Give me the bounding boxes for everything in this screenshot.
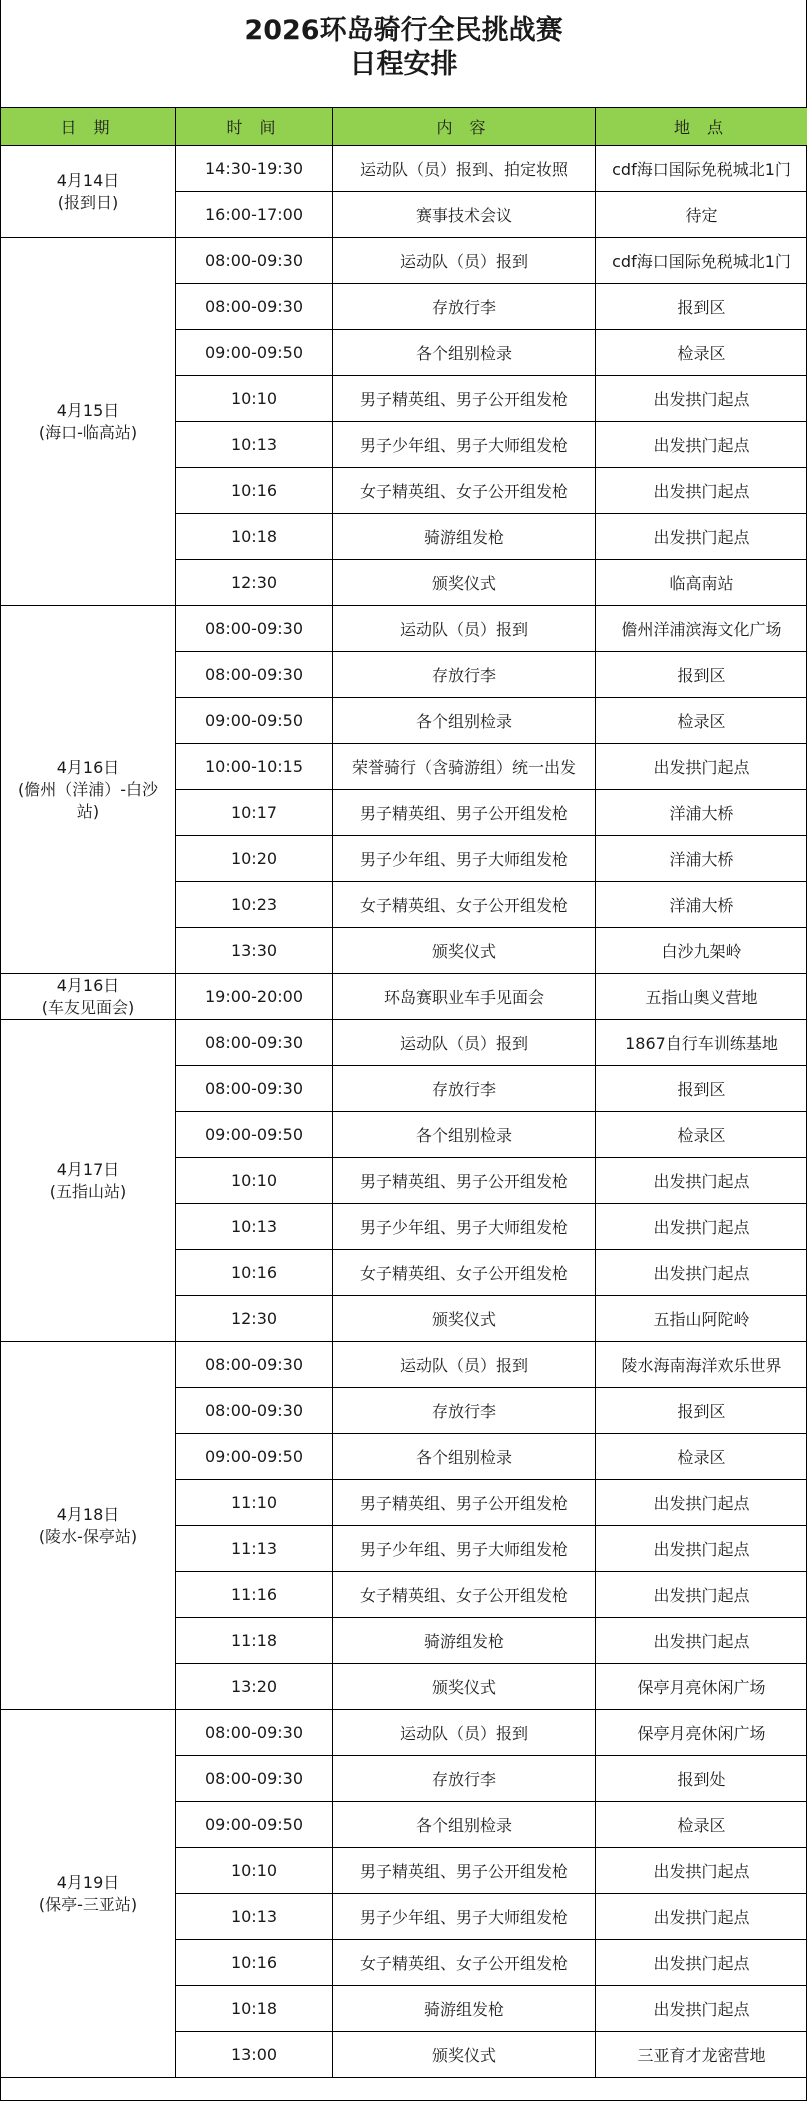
- content-cell: 运动队（员）报到、拍定妆照: [333, 146, 596, 192]
- time-cell: 10:18: [176, 514, 333, 560]
- time-cell: 08:00-09:30: [176, 1066, 333, 1112]
- time-cell: 09:00-09:50: [176, 1434, 333, 1480]
- content-cell: 各个组别检录: [333, 330, 596, 376]
- location-cell: 保亭月亮休闲广场: [596, 1664, 807, 1710]
- location-cell: cdf海口国际免税城北1门: [596, 238, 807, 284]
- content-cell: 赛事技术会议: [333, 192, 596, 238]
- content-cell: 男子少年组、男子大师组发枪: [333, 1204, 596, 1250]
- time-cell: 09:00-09:50: [176, 698, 333, 744]
- time-cell: 10:13: [176, 1894, 333, 1940]
- date-note: (报到日): [57, 192, 119, 212]
- time-cell: 08:00-09:30: [176, 1756, 333, 1802]
- content-cell: 存放行李: [333, 284, 596, 330]
- time-cell: 10:10: [176, 1848, 333, 1894]
- location-cell: 出发拱门起点: [596, 1572, 807, 1618]
- time-cell: 10:16: [176, 468, 333, 514]
- date-note: (海口-临高站): [38, 422, 138, 442]
- date-note: (保亭-三亚站): [38, 1894, 138, 1914]
- time-cell: 19:00-20:00: [176, 974, 333, 1020]
- time-cell: 12:30: [176, 560, 333, 606]
- time-cell: 08:00-09:30: [176, 1342, 333, 1388]
- location-cell: 出发拱门起点: [596, 376, 807, 422]
- content-cell: 女子精英组、女子公开组发枪: [333, 882, 596, 928]
- location-cell: 五指山阿陀岭: [596, 1296, 807, 1342]
- location-cell: 洋浦大桥: [596, 882, 807, 928]
- location-cell: 报到处: [596, 1756, 807, 1802]
- location-cell: 洋浦大桥: [596, 790, 807, 836]
- location-cell: 出发拱门起点: [596, 1618, 807, 1664]
- table-row: [1, 606, 807, 652]
- content-cell: 运动队（员）报到: [333, 1020, 596, 1066]
- time-cell: 14:30-19:30: [176, 146, 333, 192]
- date-label: 4月18日: [56, 1504, 120, 1524]
- location-cell: 五指山奥义营地: [596, 974, 807, 1020]
- location-cell: cdf海口国际免税城北1门: [596, 146, 807, 192]
- content-cell: 颁奖仪式: [333, 2032, 596, 2078]
- content-cell: 男子精英组、男子公开组发枪: [333, 1848, 596, 1894]
- location-cell: 出发拱门起点: [596, 468, 807, 514]
- location-cell: 出发拱门起点: [596, 1480, 807, 1526]
- location-cell: 白沙九架岭: [596, 928, 807, 974]
- location-cell: 出发拱门起点: [596, 1940, 807, 1986]
- location-cell: 出发拱门起点: [596, 1894, 807, 1940]
- location-cell: 报到区: [596, 652, 807, 698]
- content-cell: 存放行李: [333, 1066, 596, 1112]
- time-cell: 08:00-09:30: [176, 238, 333, 284]
- date-label: 4月16日: [56, 975, 120, 995]
- location-cell: 检录区: [596, 330, 807, 376]
- location-cell: 陵水海南海洋欢乐世界: [596, 1342, 807, 1388]
- time-cell: 10:13: [176, 1204, 333, 1250]
- date-note: (儋州（洋浦）-白沙: [17, 779, 159, 799]
- content-cell: 骑游组发枪: [333, 1618, 596, 1664]
- header-row: [1, 108, 807, 146]
- content-cell: 男子精英组、男子公开组发枪: [333, 1480, 596, 1526]
- time-cell: 08:00-09:30: [176, 284, 333, 330]
- time-cell: 10:16: [176, 1940, 333, 1986]
- content-cell: 男子精英组、男子公开组发枪: [333, 790, 596, 836]
- content-cell: 存放行李: [333, 1388, 596, 1434]
- title-line-2: 日程安排: [349, 49, 458, 80]
- time-cell: 08:00-09:30: [176, 1388, 333, 1434]
- content-cell: 男子少年组、男子大师组发枪: [333, 1894, 596, 1940]
- time-cell: 10:10: [176, 376, 333, 422]
- content-cell: 运动队（员）报到: [333, 606, 596, 652]
- table-row: [1, 1710, 807, 1756]
- content-cell: 骑游组发枪: [333, 1986, 596, 2032]
- content-cell: 骑游组发枪: [333, 514, 596, 560]
- date-note: (陵水-保亭站): [38, 1526, 138, 1546]
- header-location: 地 点: [596, 108, 807, 146]
- time-cell: 13:20: [176, 1664, 333, 1710]
- date-cell: [1, 146, 176, 238]
- location-cell: 临高南站: [596, 560, 807, 606]
- location-cell: 出发拱门起点: [596, 1986, 807, 2032]
- location-cell: 出发拱门起点: [596, 1250, 807, 1296]
- table-row: [1, 1020, 807, 1066]
- location-cell: 报到区: [596, 1388, 807, 1434]
- date-cell: [1, 238, 176, 606]
- date-cell: [1, 1020, 176, 1342]
- content-cell: 运动队（员）报到: [333, 238, 596, 284]
- time-cell: 11:16: [176, 1572, 333, 1618]
- time-cell: 10:23: [176, 882, 333, 928]
- date-cell: [1, 1342, 176, 1710]
- header-time: 时 间: [176, 108, 333, 146]
- date-label: 4月15日: [56, 400, 120, 420]
- time-cell: 08:00-09:30: [176, 652, 333, 698]
- content-cell: 女子精英组、女子公开组发枪: [333, 1940, 596, 1986]
- time-cell: 09:00-09:50: [176, 330, 333, 376]
- title-line-1: 2026环岛骑行全民挑战赛: [244, 15, 563, 46]
- time-cell: 10:13: [176, 422, 333, 468]
- time-cell: 08:00-09:30: [176, 1020, 333, 1066]
- header-content: 内 容: [333, 108, 596, 146]
- content-cell: 女子精英组、女子公开组发枪: [333, 1250, 596, 1296]
- time-cell: 10:20: [176, 836, 333, 882]
- location-cell: 报到区: [596, 1066, 807, 1112]
- time-cell: 11:18: [176, 1618, 333, 1664]
- content-cell: 环岛赛职业车手见面会: [333, 974, 596, 1020]
- content-cell: 存放行李: [333, 652, 596, 698]
- content-cell: 运动队（员）报到: [333, 1342, 596, 1388]
- date-note: (五指山站): [49, 1181, 127, 1201]
- content-cell: 各个组别检录: [333, 1112, 596, 1158]
- content-cell: 颁奖仪式: [333, 1296, 596, 1342]
- date-label: 4月14日: [56, 170, 120, 190]
- content-cell: 存放行李: [333, 1756, 596, 1802]
- date-cell: [1, 606, 176, 974]
- time-cell: 08:00-09:30: [176, 606, 333, 652]
- location-cell: 三亚育才龙密营地: [596, 2032, 807, 2078]
- content-cell: 颁奖仪式: [333, 928, 596, 974]
- location-cell: 出发拱门起点: [596, 1158, 807, 1204]
- content-cell: 男子精英组、男子公开组发枪: [333, 376, 596, 422]
- location-cell: 出发拱门起点: [596, 1848, 807, 1894]
- date-cell: [1, 974, 176, 1020]
- time-cell: 11:13: [176, 1526, 333, 1572]
- location-cell: 检录区: [596, 1112, 807, 1158]
- location-cell: 洋浦大桥: [596, 836, 807, 882]
- content-cell: 女子精英组、女子公开组发枪: [333, 468, 596, 514]
- table-row: [1, 974, 807, 1020]
- location-cell: 出发拱门起点: [596, 744, 807, 790]
- schedule-table: [0, 107, 807, 2078]
- time-cell: 09:00-09:50: [176, 1802, 333, 1848]
- location-cell: 出发拱门起点: [596, 422, 807, 468]
- time-cell: 10:16: [176, 1250, 333, 1296]
- time-cell: 11:10: [176, 1480, 333, 1526]
- time-cell: 08:00-09:30: [176, 1710, 333, 1756]
- location-cell: 检录区: [596, 1434, 807, 1480]
- date-label: 4月17日: [56, 1159, 120, 1179]
- time-cell: 10:17: [176, 790, 333, 836]
- location-cell: 出发拱门起点: [596, 1204, 807, 1250]
- location-cell: 检录区: [596, 1802, 807, 1848]
- content-cell: 各个组别检录: [333, 1434, 596, 1480]
- location-cell: 1867自行车训练基地: [596, 1020, 807, 1066]
- content-cell: 女子精英组、女子公开组发枪: [333, 1572, 596, 1618]
- location-cell: 待定: [596, 192, 807, 238]
- time-cell: 10:18: [176, 1986, 333, 2032]
- content-cell: 各个组别检录: [333, 698, 596, 744]
- time-cell: 16:00-17:00: [176, 192, 333, 238]
- header-date: 日 期: [1, 108, 176, 146]
- table-row: [1, 238, 807, 284]
- content-cell: 颁奖仪式: [333, 560, 596, 606]
- time-cell: 13:00: [176, 2032, 333, 2078]
- location-cell: 保亭月亮休闲广场: [596, 1710, 807, 1756]
- date-note-continued: 站): [76, 801, 100, 821]
- content-cell: 运动队（员）报到: [333, 1710, 596, 1756]
- time-cell: 12:30: [176, 1296, 333, 1342]
- schedule-body: [1, 146, 807, 2078]
- location-cell: 儋州洋浦滨海文化广场: [596, 606, 807, 652]
- time-cell: 10:00-10:15: [176, 744, 333, 790]
- location-cell: 报到区: [596, 284, 807, 330]
- location-cell: 出发拱门起点: [596, 1526, 807, 1572]
- date-label: 4月19日: [56, 1872, 120, 1892]
- content-cell: 荣誉骑行（含骑游组）统一出发: [333, 744, 596, 790]
- time-cell: 09:00-09:50: [176, 1112, 333, 1158]
- date-label: 4月16日: [56, 757, 120, 777]
- content-cell: 颁奖仪式: [333, 1664, 596, 1710]
- content-cell: 男子少年组、男子大师组发枪: [333, 1526, 596, 1572]
- table-row: [1, 146, 807, 192]
- page-title: [0, 14, 807, 82]
- content-cell: 男子少年组、男子大师组发枪: [333, 422, 596, 468]
- location-cell: 出发拱门起点: [596, 514, 807, 560]
- content-cell: 男子精英组、男子公开组发枪: [333, 1158, 596, 1204]
- table-row: [1, 1342, 807, 1388]
- content-cell: 男子少年组、男子大师组发枪: [333, 836, 596, 882]
- date-cell: [1, 1710, 176, 2078]
- date-note: (车友见面会): [41, 997, 135, 1017]
- content-cell: 各个组别检录: [333, 1802, 596, 1848]
- location-cell: 检录区: [596, 698, 807, 744]
- time-cell: 13:30: [176, 928, 333, 974]
- time-cell: 10:10: [176, 1158, 333, 1204]
